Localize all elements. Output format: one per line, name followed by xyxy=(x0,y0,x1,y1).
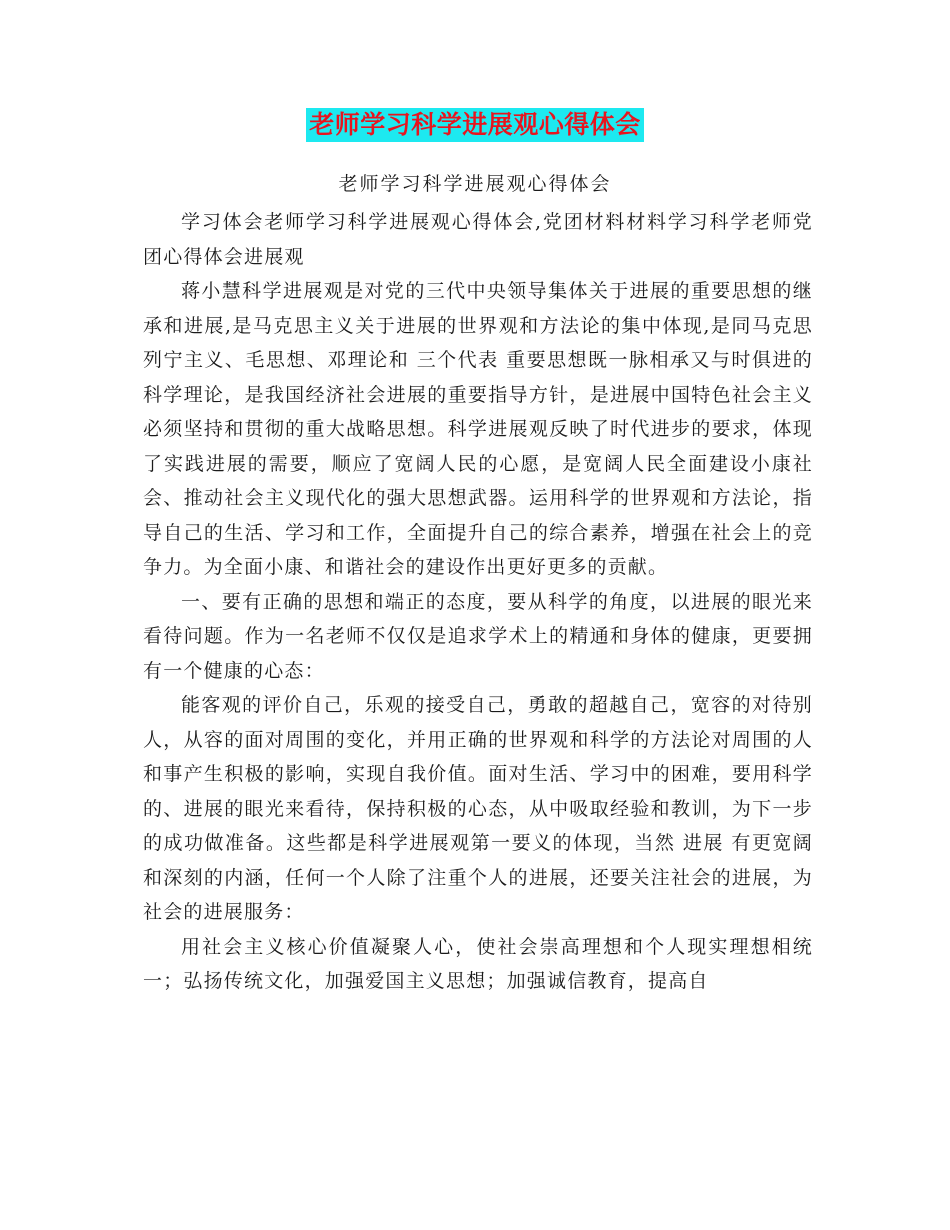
paragraph: 蒋小慧科学进展观是对党的三代中央领导集体关于进展的重要思想的继承和进展,是马克思主义关于进展的世界观和方法论的集中体现,是同马克思列宁主义、毛思想、邓理论和 三个代表 重要思想既一脉相承又与时俱进的科学理论，是我国经济社会进展的重要指导方针，是进展中国特色社会主义必须坚持和贯彻的重大战略思想。科学进展观反映了时代进步的要求，体现了实践进展的需要，顺应了宽阔人民的心愿，是宽阔人民全面建设小康社会、推动社会主义现代化的强大思想武器。运用科学的世界观和方法论，指导自己的生活、学习和工作，全面提升自己的综合素养，增强在社会上的竞争力。为全面小康、和谐社会的建设作出更好更多的贡献。 xyxy=(143,280,813,578)
document-title: 老师学习科学进展观心得体会 xyxy=(306,108,644,142)
document-subtitle: 老师学习科学进展观心得体会 xyxy=(338,173,612,195)
title-container xyxy=(0,108,950,142)
paragraph: 学习体会老师学习科学进展观心得体会,党团材料材料学习科学老师党团心得体会进展观 xyxy=(143,211,813,268)
document-body xyxy=(143,205,813,999)
paragraph: 用社会主义核心价值凝聚人心，使社会崇高理想和个人现实理想相统一；弘扬传统文化，加强爱国主义思想；加强诚信教育，提高自 xyxy=(143,935,813,992)
paragraph: 一、要有正确的思想和端正的态度，要从科学的角度，以进展的眼光来看待问题。作为一名老师不仅仅是追求学术上的精通和身体的健康，更要拥有一个健康的心态： xyxy=(143,590,813,682)
paragraph: 能客观的评价自己，乐观的接受自己，勇敢的超越自己，宽容的对待别人，从容的面对周围的变化，并用正确的世界观和科学的方法论对周围的人和事产生积极的影响，实现自我价值。面对生活、学习中的困难，要用科学的、进展的眼光来看待，保持积极的心态，从中吸取经验和教训，为下一步的成功做准备。这些都是科学进展观第一要义的体现，当然 进展 有更宽阔和深刻的内涵，任何一个人除了注重个人的进展，还要关注社会的进展，为社会的进展服务： xyxy=(143,694,813,923)
